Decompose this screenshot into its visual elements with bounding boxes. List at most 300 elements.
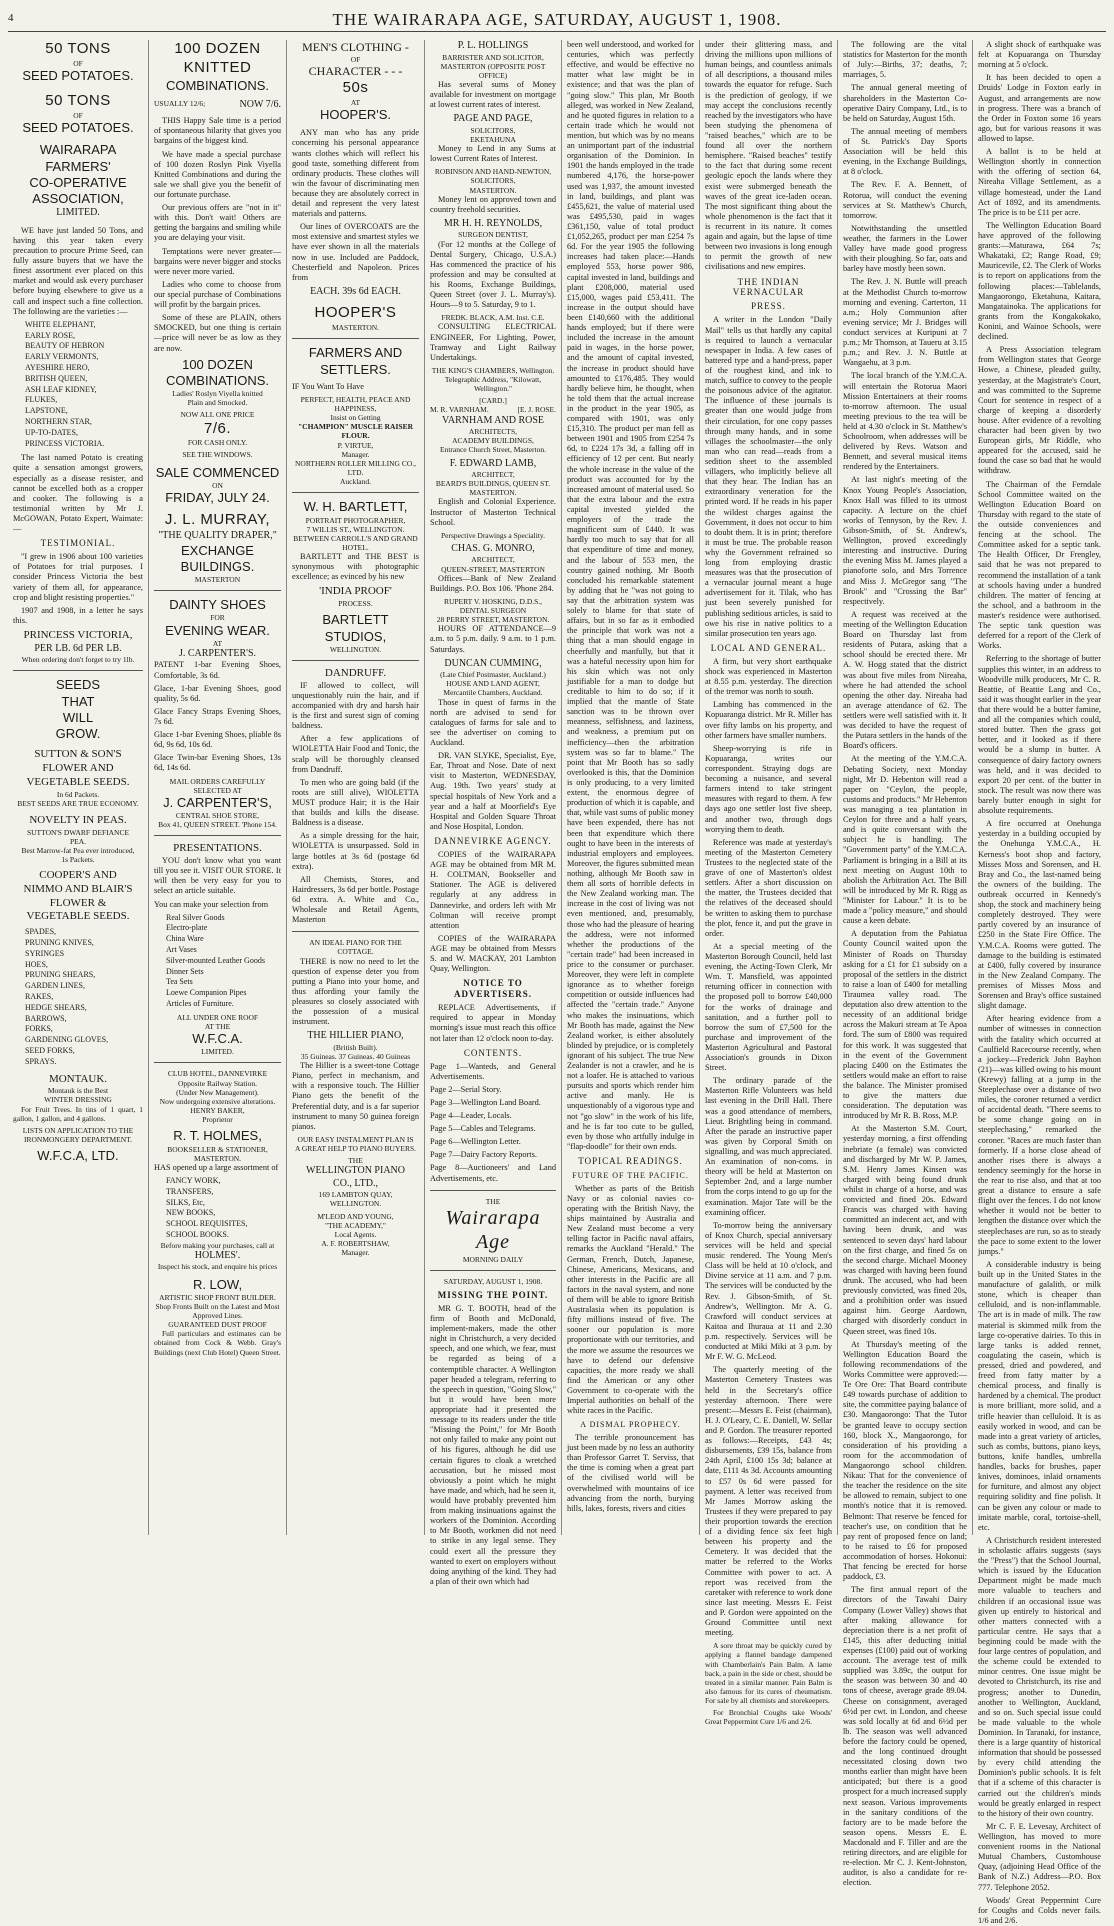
ad-heading: SEED POTATOES.: [22, 67, 134, 83]
column-5: [561, 40, 699, 1535]
ad-body: All Chemists, Stores, and Hairdressers, 3s 6d per bottle. Postage 6d extra. A. White and Co., Wholesale and Retail Agents, Masterton: [292, 874, 419, 925]
ad-text: BETWEEN CARROLL'S AND GRAND HOTEL.: [293, 533, 418, 552]
ad-body: For Fruit Trees. In tins of 1 quart, 1 gallon, 1 gallon, and 4 gallons.: [13, 1104, 143, 1123]
ad-body: HOURS OF ATTENDANCE—9 a.m. to 5 p.m. daily. 9 a.m. to 1 p.m. Saturdays.: [430, 624, 556, 654]
ad-heading: LIMITED.: [56, 207, 100, 219]
ad-text: Perspective Drawings a Speciality.: [440, 530, 546, 540]
ad-text: Inspect his stock, and enquire his prices: [157, 1262, 278, 1272]
ad-heading: J. CARPENTER'S.: [178, 647, 257, 659]
list-item: Real Silver Goods: [166, 912, 225, 922]
ad-heading: COOPER'S AND: [39, 869, 117, 882]
ad-text: Before making your purchases, call at: [160, 1240, 275, 1250]
article-body: The Wellington Education Board have approved of the following grants:—Maturawa, £64 7s; Whakataki, £2; Range Road, £9; Mauricevile, £2. The Clerk of Works is to report on applications from the following places:—Tablelands, Mangaorongo, Eketahuna, Kaitara, Mangatainoka. The applications for grants from the Kongakokako, Konini, and Wainoe Schools, were declined.: [978, 220, 1101, 342]
ad-body: Those in quest of farms in the north are advised to send for catalogues of farms for sale and to see the advertiser on coming to Auckland.: [430, 697, 556, 747]
ad-body: IF You Want To Have: [292, 381, 364, 391]
ad-heading: J. CARPENTER'S,: [163, 794, 272, 810]
ad-heading: KNITTED: [183, 58, 252, 76]
article-body: To-morrow being the anniversary of Knox Church, special anniversary services will be held and special music rendered. The Young Men's Class will be held at 10 o'clock, and Divine service at 11 a.m. and 7 p.m. The services will be conducted by the Rev. J. Gibson-Smith, of St. Andrew's, Wellington. Mr A. G. Crawford will conduct services at Kaitoa and Ihuraua at 11 and 2.30 p.m. respectively. Services will be conducted at Miki Miki at 3 p.m. by Mr F. W. G. McLeod.: [705, 1220, 832, 1362]
ad-heading: AN IDEAL PIANO FOR THE COTTAGE.: [309, 938, 402, 957]
ad-price: PER LB. 6d PER LB.: [34, 642, 122, 654]
ad-heading: RUPERT V. HOSKING, D.D.S.,: [443, 596, 543, 606]
ad-text: (British Built).: [333, 1042, 378, 1052]
ad-price: 50s: [342, 79, 369, 97]
ad-heading: WILL: [62, 709, 94, 725]
ad-text: SELECTED AT: [193, 785, 242, 795]
ad-heading: HOLMES'.: [194, 1249, 241, 1261]
section-heading: TOPICAL READINGS.: [578, 1156, 683, 1167]
ad-heading: WELLINGTON PIANO: [306, 1165, 405, 1177]
ad-body: English and Colonial Experience. Instructor of Masterton Technical School.: [430, 497, 556, 527]
ad-heading: FRIDAY, JULY 24.: [165, 490, 270, 505]
ad-body: You can make your selection from: [154, 899, 269, 909]
ad-body: For Bronchial Coughs take Woods' Great Peppermint Cure 1/6 and 2/6.: [705, 1708, 832, 1727]
ad-body: A sore throat may be quickly cured by applying a flannel bandage dampened with Chamberlain's Pain Balm. A lame back, a pain in the side or chest, should be treated in a similar manner. Pain Balm is also famous for its cures of rheumatism. For sale by all chemists and storekeepers.: [705, 1641, 832, 1706]
ad-text: Manager.: [341, 1248, 370, 1258]
column-3: [286, 40, 424, 1535]
ad-heading: PRINCESS VICTORIA,: [23, 628, 133, 641]
ad-text: DENTAL SURGEON: [459, 606, 527, 616]
list-item: SPADES,: [25, 927, 57, 937]
list-item: Page 5—Cables and Telegrams.: [430, 1124, 536, 1134]
ad-heading: FARMERS': [45, 158, 111, 174]
ad-text: AT THE: [204, 1021, 231, 1031]
ad-heading: MEN'S CLOTHING -: [302, 40, 409, 54]
article-body: The first annual report of the directors of the Tawahi Dairy Company (Lower Valley) shows that after making allowance for depreciation there is a net profit of £145, this after deducting initial expenses (£100) paid out of working account. The average test of milk supplied was 3.89c, the output for the season was between 30 and 40 tons of cheese, average grade 89.04. Cheese on consignment, averaged 6½d per cwt. in London, and cheese was sold locally at 6d and 6½d per lb. The season was well advanced before the factory could be opened, and the long continued drought necessitated closing down two months earlier than might have been anticipated; but there is a good prospect for a much increased supply next season. Various improvements in the sanitary conditions of the factory are to be made before the season opens. Messrs E. E. Macdonald and F. Tiller and are the retiring directors, and are eligible for re-election. Mr C. J. Kent-Johnston, auditor, is also a candidate for re-election.: [843, 1585, 967, 1888]
ad-text: SEE THE WINDOWS.: [182, 450, 253, 460]
ad-text: 1s Packets.: [61, 855, 95, 865]
list-item: NORTHERN STAR,: [25, 416, 92, 426]
list-item: BRITISH QUEEN,: [25, 373, 88, 383]
ad-text: MASTERTON.: [469, 488, 517, 498]
column-8: [972, 40, 1106, 1925]
list-item: GARDENING GLOVES,: [25, 1035, 109, 1045]
ad-heading: DANDRUFF.: [324, 667, 387, 679]
article-body: A writer in the London "Daily Mail" tells us that hardly any capital is required to launch a vernacular newspaper in India. A few cases of battered type and a hand-press, paper of the roughest kind, and ink to match, suffice to convey to the people the poisonous advice of the agitator. The influence of these journals is greater than one would judge from their circulation, for one copy passes through many hands, and in some villages the schoolmaster—the only man who can read—reads from a sedition sheet to the assembled villagers, who implicitly believe all that they hear. The Indian has an extraordinary veneration for the printed word. If he reads in his paper the wildest charges against the Government, it does not occur to him to doubt them. It is in print; therefore it must be true. The probable reason why the Government refrained so long from employing drastic measures was that the prosecution of a vernacular journal meant a huge advertisement for it. Tilak, who has just been severely punished for publishing seditious articles, is said to owe his rise in native politics to a similar prosecution ten years ago.: [705, 315, 832, 638]
list-item: SYRINGES: [25, 948, 65, 958]
ad-text: Auckland.: [339, 477, 372, 487]
ad-body: After a few applications of WIOLETTA Hair Food and Tonic, the scalp will be thoroughly cleansed from Dandruff.: [292, 734, 419, 774]
ad-text: LISTS ON APPLICATION TO THE: [22, 1125, 134, 1135]
ad-heading: VEGETABLE SEEDS.: [26, 775, 130, 788]
list-item: HEDGE SHEARS,: [25, 1002, 87, 1012]
presentations-list: [154, 913, 281, 1010]
article-title: THE INDIAN VERNACULAR: [732, 276, 805, 298]
ad-text: 169 LAMBTON QUAY,: [318, 1190, 393, 1200]
article-body: At a special meeting of the Masterton Borough Council, held last evening, the Acting-Town Clerk, Mr Wm. T. Mansfield, was appointed returning officer in connection with the proposed poll to borrow £40,000 for the works of drainage and sanitation, and a further poll to borrow the sum of £7,500 for the purchase and improvement of the Masterton Agricultural and Pastoral Association's grounds in Dixon Street.: [705, 941, 832, 1073]
article-body: Whether as parts of the British Navy or as colonial navies co-operating with the British Navy, the ships maintained by Australia and New Zealand must become a very telling factor in Pacific naval affairs, remarks the Auckland "Herald." The German, French, Dutch, Japanese, Chinese, Americans, Mexicans, and other interests in the Pacific are all factors in the naval system, and none of them will be able to ignore British Australasia when its population is fifty millions instead of five. The sooner our population is more proportionate with our territories, and the more we assume the resources we have to defend our defensive capacities, the more ready we shall find the American or any other Government to co-operate with the Imperial authorities on behalf of the white races in the Pacific.: [567, 1183, 694, 1416]
ad-text: When ordering don't forget to try 1lb.: [21, 655, 135, 665]
ad-text: ALL UNDER ONE ROOF: [176, 1012, 259, 1022]
ad-body: "I grew in 1906 about 100 varieties of Potatoes for trial purposes. I consider Princess Victoria the best variety of them all, for appearance, crop and blight resisting properties.": [13, 552, 143, 602]
ad-body: HAS opened up a large assortment of: [154, 1162, 279, 1172]
list-item: Page 4—Leader, Locals.: [430, 1111, 512, 1121]
ad-text: [E. J. ROSE.: [517, 405, 556, 415]
ad-heading: SETTLERS.: [320, 361, 391, 377]
list-item: EARLY VERMONTS,: [25, 352, 99, 362]
ad-heading: CO-OPERATIVE: [29, 174, 127, 190]
ad-text: MASTERTON.: [193, 1153, 242, 1163]
list-item: Art Vases: [166, 945, 197, 955]
ad-body: WE have just landed 50 Tons, and having this year taken every precaution to procure Prime Seed, can fully assure buyers that we have the finest assortment ever placed on this market and would ask every purchaser before buying elsewhere to give us a call and inspect such a fine collection. The following are the varieties :—: [13, 225, 143, 316]
ad-body: Offices—Bank of New Zealand Buildings. P.O. Box 106. 'Phone 284.: [430, 573, 556, 593]
page-number: 4: [8, 12, 14, 24]
section-heading: NOTICE TO ADVERTISERS.: [454, 978, 532, 1000]
list-item: FANCY WORK,: [166, 1175, 221, 1185]
article-body: A Christchurch resident interested in scholastic affairs suggests (says the "Press") that the School Journal, which is issued by the Education Department might be made much more valuable to teachers and children if an occasional issue was given up entirely to historical and other matters connected with a particular centre. He says that a beginning could be made with the four large centres of population, and the scheme could be extended to minor centres. One issue might be devoted to Christchurch, its rise and progress; another to Dunedin, another to Wellington, Auckland, and so on. Such special issue could be made valuable to the whole Dominion. In Taranaki, for instance, there is a large quantity of historical information that should be possessed by every child attending the Dominion's public schools. It is felt that if a scheme of this character is carried out the children's minds would be greatly enlarged in respect to the history of their own country.: [978, 1535, 1101, 1818]
ad-text: EKETAHUNA: [470, 134, 516, 144]
ad-body: Our lines of OVERCOATS are the most extensive and smartest styles we have ever shown in all the materials now in use. Included are Paddock, Chesterfield and Napoleon. Prices from: [292, 222, 419, 282]
ad-text: WINTER DRESSING: [44, 1095, 112, 1105]
article-body: The local branch of the Y.M.C.A. will entertain the Rotorua Maori Mission Entertainers at their rooms to-morrow afternoon. The usual meeting previous to the tea will be held at 4.30 o'clock in St. Matthew's Schoolroom, when addresses will be delivered by Revs. Watson and Bennett, and several musical items rendered by the Entertainers.: [843, 371, 967, 472]
list-item: BARROWS,: [25, 1013, 67, 1023]
list-item: Glace Fancy Straps Evening Shoes, 7s 6d.: [154, 706, 281, 726]
ad-heading: THE HILLIER PIANO,: [307, 1030, 404, 1042]
ad-text: FOR CASH ONLY.: [187, 438, 248, 448]
ad-heading: SEEDS: [55, 677, 101, 693]
ad-heading: BUILDINGS.: [180, 558, 255, 574]
ad-text: USUALLY 12/6;: [154, 98, 206, 108]
ad-heading: ROBINSON AND HAND-NEWTON,: [434, 167, 552, 177]
article-body: The Rev. J. N. Buttle will preach at the Methodist Church to-morrow morning and evening. Carterton, 11 a.m.; Holy Communion after evening service; Mr J. Bridges will conduct services at Kuripuni at 7 p.m.; Mr Thomson, at Taueru at 3.15 p.m.; and Rev. J. N. Buttle at Wangaehu, at 3 p.m.: [843, 277, 967, 368]
ad-text: LIMITED.: [201, 1047, 234, 1057]
ad-heading: COMBINATIONS.: [165, 77, 270, 93]
list-item: PRUNING KNIVES,: [25, 937, 94, 947]
ad-body: Our previous offers are "not in it" with this. Don't wait! Others are getting the bargains and smiling while you are delaying your visit.: [154, 203, 281, 243]
list-item: FLUKES,: [25, 395, 58, 405]
ad-text: BEARD'S BUILDINGS, QUEEN ST.: [435, 479, 551, 489]
article-body: The quarterly meeting of the Masterton Cemetery Trustees was held in the Secretary's office yesterday afternoon. There were present:—Messrs E. Feist (chairman), H. J. O'Leary, C. E. Daniell, W. Sellar and P. Gordon. The treasurer reported as follows:—Receipts, £43 4s; disbursements, £39 15s, balance from 24th April, £100 15s 3d; balance at date, £111 4s 3d. Accounts amounting to £57 0s 6d were passed for payment. A letter was received from Mr James Morrow asking the Trustees if they were prepared to pay their proportion towards the erection of a dividing fence six feet high between his property and the Cemetery. It was decided that the matter be referred to the Works Committee with power to act. A report was received from the caretaker with reference to work done since last meeting. Messrs E. Feist and P. Gordon were appointed on the Ground Committee until next meeting.: [705, 1365, 832, 1638]
ad-text: OUR EASY INSTALMENT PLAN IS: [297, 1134, 414, 1144]
ad-text: THE KING'S CHAMBERS, Wellington.: [431, 365, 555, 375]
list-item: NEW BOOKS,: [166, 1208, 216, 1218]
ad-text: THE: [348, 1156, 363, 1166]
article-body: Mr C. F. E. Levesay, Architect of Wellington, has moved to more convenient rooms in the National Mutual Chambers, Customhouse Quay, (adjoining Head Office of the Bank of N.Z.) Address—P.O. Box 777. Telephone 2052.: [978, 1821, 1101, 1892]
ad-text: SURGEON DENTIST,: [458, 230, 528, 240]
article-body: The terrible pronouncement has just been made by no less an authority than Professor Garret T. Serviss, that the time is coming when a great part of the civilised world will be overwhelmed with mountains of ice advancing from the north, burying hills, lakes, forests, rivers and cities: [567, 1433, 694, 1513]
page-columns: [8, 40, 1106, 1925]
section-heading: CONTENTS.: [463, 1047, 523, 1058]
list-item: TRANSFERS,: [166, 1186, 214, 1196]
ad-heading: FREDK. BLACK, A.M. Inst. C.E.: [441, 313, 545, 323]
ad-text: CENTRAL SHOE STORE,: [175, 811, 260, 821]
ad-text: ARCHITECT,: [471, 470, 515, 479]
ad-heading: COMBINATIONS.: [165, 372, 270, 388]
ad-heading: DAINTY SHOES: [169, 597, 266, 613]
ad-body: Temptations were never greater—bargains were never bigger and stocks were never more varied.: [154, 246, 281, 276]
ad-text: Now undergoing extensive alterations.: [159, 1096, 276, 1106]
ad-heading: WAIRARAPA: [39, 142, 117, 158]
ad-text: NOW ALL ONE PRICE: [180, 410, 255, 420]
ad-text: ARCHITECT,: [471, 555, 515, 565]
list-item: LAPSTONE,: [25, 406, 68, 416]
list-item: Tea Sets: [166, 977, 193, 987]
ad-body: ANY man who has any pride concerning his personal appearance wants clothes which will reflect his good taste, something different from ordinary products. These clothes will win the favour of discriminating men because they are absolutely correct in detail and represent the very latest materials and patterns.: [292, 128, 419, 219]
article-body: The annual meeting of members of St. Patrick's Day Sports Association will be held this evening, in the Exchange Buildings, at 8 o'clock.: [843, 126, 967, 177]
ad-heading: 100 DOZEN: [182, 356, 253, 372]
ad-text: OF: [350, 55, 361, 64]
article-title: PRESS.: [751, 301, 786, 312]
article-body: At the Masterton S.M. Court, yesterday morning, a first offending inebriate (a female) was convicted and discharged by Mr W. P. James, S.M. Henry James Kinsen was charged with being found drunk whilst in charge of a horse, and was convicted and fined 20s. Edward Francis was charged with having committed an indecent act, and with having been drunk, and was sentenced to seven days' hard labour on the first charge, and fined 5s on the second charge. Michael Mooney was charged with having been found drunk. The accused, who had been previously convicted, was fined 20s, and a prohibition order was issued against him. George Aardown, charged with disorderly conduct in Queen street, was fined 10s.: [843, 1124, 967, 1336]
ad-text: IRONMONGERY DEPARTMENT.: [23, 1134, 133, 1144]
ad-text: Montauk is the Best: [47, 1086, 109, 1096]
list-item: HOES,: [25, 959, 48, 969]
masthead-text: THE: [485, 1196, 501, 1206]
column-2: [148, 40, 286, 1535]
list-item: SCHOOL REQUISITES,: [166, 1219, 248, 1229]
ad-body: The Hillier is a sweet-tone Cottage Piano, perfect in mechanism, and with a responsive touch. The Hillier Piano gets the benefit of the Preferential duty, and is a far superior instrument to many 50 guinea foreign pianos.: [292, 1061, 419, 1131]
ad-body: BARTLETT and THE BEST is synonymous with photographic excellence; as evinced by his new: [292, 552, 419, 582]
ad-text: Entrance Church Street, Masterton.: [439, 445, 546, 455]
list-item: Silver-mounted Leather Goods: [166, 955, 265, 965]
ad-heading: 50 TONS: [45, 92, 111, 110]
ad-heading: SALE COMMENCED: [155, 464, 280, 480]
ad-body: Ladies who come to choose from our special purchase of Combinations will profit by the bargain prices.: [154, 279, 281, 310]
column-4: [424, 40, 561, 1586]
ad-heading: R. T. HOLMES,: [173, 1128, 262, 1144]
article-body: A deputation from the Pahiatua County Council waited upon the Minister of Roads on Thursday asking for a £1 for £1 subsidy on a proposal of the settlers in the district to raise a loan of £400 for metalling Tiraumea valley road. The deputation also drew attention to the necessity of an additional bridge across the Makuri stream at Te Apoa ford. The sum of £800 was required for this work. It was suggested that in the event of the Government placing £400 on the Estimates the settlers would make an effort to raise the balance. The Minister promised to give the matters due consideration. The deputation was introduced by Mr R. B. Ross, M.P.: [843, 929, 967, 1121]
article-body: A request was received at the meeting of the Wellington Education Board on Thursday last from residents of Putara, asking that a school should be erected there. Mr A. W. Hogg stated that the district was about five miles from Nireaha, where he had attended the school opening the other day. Nireaha had an average attendance of 62. The settlers were well satisfied with it. It was decided to have the request of the Putara settlers in the hands of the Board's officers.: [843, 609, 967, 751]
article-title: A DISMAL PROPHECY.: [580, 1420, 681, 1430]
ad-heading: W.F.C.A.: [192, 1031, 243, 1047]
article-body: A considerable industry is being built up in the United States in the manufacture of galalith, or milk stone, which is cheaper than celluloid, and is non-inflammable. The art is in made of milk. The raw material is skimmed milk from the large co-operative dairies. To this in large tanks is added rennet, coagulating the casein, which is pressed, dried and powdered, and freed from fatty matter by a chemical process, and finally is hardened by a chemical. The product is more brilliant, more solid, and a trifle heavier than celluloid. It is as easily worked in wood, and can be made into a great variety of articles, such as combs, buttons, piano keys, buttons, knife handles, umbrella handles, backs for brushes, paper knives, dominoes, inlaid ornaments for furniture, and almost any object requiring solidity and fine polish. It can be given any colour or made to imitate marble, coral, tortoise-shell, etc.: [978, 1259, 1101, 1532]
ad-text: In 6d Packets.: [56, 789, 100, 799]
ad-text: M. R. VARNHAM.: [430, 405, 489, 415]
ad-text: M'LEOD AND YOUNG,: [317, 1211, 394, 1221]
ad-body: Some of these are PLAIN, others SMOCKED, but one thing is certain—price will never be as low as they are now.: [154, 313, 281, 353]
masthead-text: MORNING DAILY: [462, 1254, 524, 1264]
article-body: Referring to the shortage of butter supplies this winter, in an address to Woodville milk producers, Mr C. R. Beattie, of Beattie Lang and Co., said it was thought earlier in the year that there would be a butter famine, and all the companies which could, stored butter. Then the grass got better, and it looked as if there would be a slump in butter. A consequence of dairy factory owners was held, and it was decided to export 20 per cent. of the butter in stock. The result was now there was barely butter enough in sight for absolute requirements.: [978, 654, 1101, 816]
ad-body: The last named Potato is creating quite a sensation amongst growers, especially as a disease resister, and cannot be excelled both as a cropper and cooker. The following is a testimonial written by Mr J. McGOWAN, Potato Expert, Waimate:—: [13, 453, 143, 534]
article-body: Notwithstanding the unsettled weather, the farmers in the Lower Valley have made good progress with their ploughing. So far, oats and barley have mostly been sown.: [843, 223, 967, 274]
list-item: AYESHIRE HERO,: [25, 362, 90, 372]
column-7: [837, 40, 972, 1888]
list-item: Page 2—Serial Story.: [430, 1084, 502, 1094]
list-item: Page 1—Wanteds, and General Advertisements.: [430, 1061, 556, 1081]
ad-heading: "CHAMPION" MUSCLE RAISER FLOUR.: [297, 422, 413, 441]
list-item: SILKS, Etc,: [166, 1197, 205, 1207]
ad-heading: DUNCAN CUMMING,: [444, 657, 542, 669]
ad-heading: W. H. BARTLETT,: [303, 499, 408, 515]
list-item: Electro-plate: [166, 923, 208, 933]
ad-text: Proprietor: [202, 1115, 233, 1125]
ad-text: OF: [73, 110, 83, 120]
list-item: Glace Twin-bar Evening Shoes, 13s 6d, 14s 6d.: [154, 753, 281, 773]
article-body: A firm, but very short earthquake shock was experienced in Masterton at 8.55 p.m. yesterday. The direction of the tremor was north to south.: [705, 656, 832, 697]
ad-price: EACH. 39s 6d EACH.: [310, 285, 401, 297]
ad-text: HENRY BAKER,: [190, 1106, 245, 1116]
list-item: FORKS,: [25, 1024, 53, 1034]
ad-body: COPIES of the WAIRARAPA AGE may be obtained from MR M. H. COLTMAN, Bookseller and Stationer. The AGE is delivered regularly at any address in Dannevirke, and orders left with Mr Coltman will receive prompt attention: [430, 849, 556, 930]
article-body: A slight shock of earthquake was felt at Kopuaranga on Thursday morning at 5 o'clock.: [978, 40, 1101, 70]
ad-text: Local Agents.: [334, 1229, 377, 1239]
ad-text: ARTISTIC SHOP FRONT BUILDER.: [159, 1292, 276, 1302]
ad-text: MASTERTON (OPPOSITE POST OFFICE): [440, 61, 546, 80]
ad-text: PEA.: [69, 836, 87, 846]
ad-text: AT: [212, 638, 223, 648]
article-body: A fire occurred at Onehunga yesterday in a building occupied by the Onehunga Y.M.C.A., H. Kerness's boot shop and factory, Misses Moss and Sorensen, and H. Bray and Co., the last-named being the owners of the building. The outbreak occurred in Kennedy's shop, the stock and machinery being completely destroyed. They were partly covered by an insurance of £250 in the State Fire Office. The Y.M.C.A. Rooms were gutted. The damage to the building is estimated at £400, fully covered by insurance in the New Zealand Company. The premises of Misses Moss and Sorensen and Bray's office sustained slight damage.: [978, 819, 1101, 1011]
ad-heading: 'INDIA PROOF': [319, 585, 392, 598]
ad-text: FOR: [210, 613, 225, 623]
list-item: RAKES,: [25, 991, 54, 1001]
ad-subheading: TESTIMONIAL.: [40, 538, 116, 549]
ad-body: Full particulars and estimates can be obtained from Cock & Webb. Gray's Buildings (next Club Hotel) Queen Street.: [154, 1329, 281, 1357]
list-item: SCHOOL BOOKS.: [166, 1229, 229, 1239]
ad-heading: BARTLETT: [322, 612, 389, 628]
ad-body: As a simple dressing for the hair, WIOLETTA is unsurpassed. Sold in large bottles at 3s 6d (postage 6d extra).: [292, 831, 419, 871]
article-body: Reference was made at yesterday's meeting of the Masterton Cemetery Trustees to the neglected state of the grave of one of Masterton's oldest settlers. After a short discussion on the matter, the Trustees decided that the relatives of the deceased should be written to asking them to purchase the plot, fence it, and put the grave in order.: [705, 837, 832, 938]
ad-heading: PAGE AND PAGE,: [453, 113, 533, 125]
ad-heading: HOOPER'S: [314, 304, 397, 322]
ad-heading: F. EDWARD LAMB,: [449, 457, 537, 469]
ad-text: (Late Chief Postmaster, Auckland.): [440, 670, 546, 680]
ad-text: P. VIRTUE,: [337, 440, 374, 450]
ad-text: AT: [350, 97, 361, 107]
list-item: PRINCESS VICTORIA.: [25, 438, 105, 448]
ad-text: ARCHITECTS,: [468, 427, 518, 437]
article-title: MISSING THE POINT.: [437, 1289, 549, 1300]
ad-text: SOLICITORS,: [470, 125, 516, 135]
article-body: The Rev. F. A. Bennett, of Rotorua, will conduct the evening services at St. Matthew's Church, tomorrow.: [843, 180, 967, 220]
ad-heading: MR H. H. REYNOLDS,: [443, 217, 543, 229]
ad-text: QUEEN-STREET, MASTERTON: [441, 564, 545, 574]
section-heading: DANNEVIRKE AGENCY.: [434, 835, 552, 846]
ad-text: MASTERTON: [194, 575, 241, 584]
ad-text: Insist on Getting: [330, 413, 381, 423]
ad-text: SOLICITORS,: [470, 176, 516, 186]
stationery-list: [154, 1176, 281, 1241]
ad-text: "THE QUALITY DRAPER,": [158, 530, 277, 541]
list-item: PRUNING SHEARS,: [25, 970, 96, 980]
ad-body: Money to Lend in any Sums at lowest Current Rates of Interest.: [430, 144, 556, 164]
ad-text: OF: [73, 58, 83, 68]
newspaper-title: THE WAIRARAPA AGE, SATURDAY, AUGUST 1, 1908.: [332, 10, 782, 29]
ad-heading: FARMERS AND: [308, 345, 403, 361]
article-body: It has been decided to open a Druids' Lodge in Foxton early in August, and arrangements are now in progress. There was a branch of the Order in Foxton some 16 years ago, but for various reasons it was allowed to lapse.: [978, 73, 1101, 143]
article-body: The following are the vital statistics for Masterton for the month of July:—Births, 37; deaths, 7; marriages, 5.: [843, 40, 967, 80]
ad-text: Box 41, QUEEN STREET. 'Phone 154.: [158, 820, 277, 830]
article-body: At Thursday's meeting of the Wellington Education Board the following recommendations of the Works Committee were approved:—Te Ore Ore: That Board contribute £49 towards purchase of addition to site, the committee paying balance of £30. Mangaorongo: That the Tutor be granted leave to occupy section 160, block X., Mangaorongo, for consideration of his providing a room for the accommodation of Mangaorongo school children. Nikau: That for the convenience of the teacher the residence on the site be allowed to remain, subject to one month's notice that it is removed. Belmont: That reserve be fenced for teacher's use, on condition that he pay rent of proposed fence on land; to be raised to £6 for proposed accommodation of horses. Hokonui: That fencing be erected for horse paddock, £3.: [843, 1339, 967, 1582]
ad-heading: CO., LTD.,: [333, 1177, 378, 1189]
ad-heading: CLUB HOTEL, DANNEVIRKE: [167, 1069, 268, 1079]
ad-heading: THAT: [61, 693, 95, 709]
ad-body: REPLACE Advertisements, if required to appear in Monday morning's issue must reach this office not later than 12 o'clock noon to-day.: [430, 1003, 556, 1043]
ad-heading: MONTAUK.: [48, 1072, 108, 1085]
ad-text: "THE ACADEMY,": [325, 1220, 386, 1230]
list-item: Loewe Companion Pipes: [166, 988, 247, 998]
ad-text: Opposite Railway Station.: [178, 1078, 257, 1088]
ad-heading: GROW.: [55, 726, 101, 742]
ad-text: 7 WILLIS ST., WELLINGTON.: [306, 524, 405, 534]
ad-body: YOU don't know what you want till you see it. VISIT OUR STORE. It will then be very easy for you to select an article suitable.: [154, 856, 281, 896]
ad-heading: CHARACTER - - -: [308, 64, 403, 79]
ad-text: 28 PERRY STREET, MASTERTON.: [436, 615, 550, 625]
ad-body: THERE is now no need to let the question of expense deter you from putting a Piano into your home, and thus affording your family the pleasures so closely associated with the possession of a musical instrument.: [292, 956, 419, 1027]
article-body: Sheep-worrying is rife in Kopuaranga, writes our correspondent. Straying dogs are becoming a nuisance, and several farmers intend to take stringent measures with regard to them. A few days ago one settler lost five sheep, and another two, through dogs worrying them to death.: [705, 743, 832, 834]
article-body: The ordinary parade of the Masterton Rifle Volunteers was held last evening in the Drill Hall. There was a good attendance of members, Lieut. Brightling being in command. After the parade an instructive paper was given by Corporal Smith on signalling, and was much appreciated. An examination of non-coms. in theory will be held at Masterton on September 2nd, and a large number from the corps intend to go up for the examination. Major Tate will be the examining officer.: [705, 1076, 832, 1217]
list-item: PATENT 1-bar Evening Shoes, Comfortable, 3s 6d.: [154, 660, 281, 680]
ad-body: DR. VAN SLYKE, Specialist, Eye, Ear, Throat and Nose. Date of next visit to Masterton, WEDNESDAY, Aug. 19th. Two years' study at special hospitals of New York and a year and a half at Moorfield's Eye Hospital and Golden Square Throat and Nose Hospital, London.: [430, 751, 556, 831]
article-body: Woods' Great Peppermint Cure for Coughs and Colds never fails. 1/6 and 2/6.: [978, 1895, 1101, 1925]
ad-heading: VARNHAM AND ROSE: [441, 414, 545, 426]
list-item: Page 8—Auctioneers' and Land Advertisements, etc.: [430, 1163, 556, 1183]
newspaper-logo: Wairarapa Age: [445, 1206, 541, 1254]
ad-heading: ASSOCIATION,: [32, 191, 124, 207]
ad-text: PORTRAIT PHOTOGRAPHER,: [305, 515, 406, 525]
ad-body: We have made a special purchase of 100 dozen Roslyn Pink Viyella Knitted Combinations and during the sale we shall give you the benefit of our fortunate purchase.: [154, 149, 281, 200]
ad-heading: 50 TONS: [45, 40, 111, 57]
article-body: At the meeting of the Y.M.C.A. Debating Society, next Monday night, Mr D. Hebenton will read a paper on "Ceylon, the people, customs and products." Mr Hebenton was managing a tea plantation in Ceylon for three and a half years, and is quite conversant with the subject he is handling. The "Government party" of the Y.M.C.A. Parliament is bringing in a Bill at its next meeting on August 10th to abolish the Arbitration Act. The Bill will be introduced by Mr R. Rigg as "Minister for Labour." It is to be made a "policy measure," and should cause a keen debate.: [843, 754, 967, 926]
ad-heading: J. L. MURRAY,: [164, 511, 271, 529]
issue-date: SATURDAY, AUGUST 1, 1908.: [443, 1276, 543, 1286]
ad-heading: SUTTON & SON'S: [34, 748, 122, 761]
ad-heading: FLOWER AND: [42, 762, 114, 775]
ad-heading: PRESENTATIONS.: [173, 842, 262, 855]
list-item: EARLY ROSE,: [25, 330, 76, 340]
article-body: MR G. T. BOOTH, head of the firm of Booth and McDonald, implement-makers, made the other night in Christchurch, a very decided speech, and one which, we fear, must be regarded as being of a contemptible character. A Wellington paper headed a telegram, referring to the speech in question, "Going Slow," but it would have been more appropriate had it presented the message to its readers under the title "Missing the Point," for Mr Booth not only failed to make any point out of his figures, although he did use certain figures to cloak a wretched accusation, but he missed most obviously a point which he might have made, and which, had he seen it, would have probably prevented him from making insinuations against the workers of the Dominion. According to Mr Booth, workmen did not need to strike in any legal sense. They could exert all the pressure they wanted to exert on employers without doing anything of the kind. They had a plan of their own which had: [430, 1303, 556, 1586]
ad-body: Money lent on approved town and country freehold securities.: [430, 194, 556, 214]
ad-heading: W.F.C.A, LTD.: [37, 1148, 119, 1164]
ad-text: GUARANTEED DUST PROOF: [168, 1320, 267, 1330]
article-body: Lambing has commenced in the Kopuaranga district. Mr R. Miller has over fifty lambs on his property, and other farmers have smaller numbers.: [705, 700, 832, 740]
list-item: Page 6—Wellington Letter.: [430, 1137, 521, 1147]
ad-text: SUTTON'S DWARF DEFIANCE: [26, 827, 130, 837]
ad-heading: VEGETABLE SEEDS.: [26, 910, 130, 923]
ad-text: Shop Fronts Built on the Latest and Most Approved Lines.: [155, 1301, 280, 1321]
list-item: SEED FORKS,: [25, 1045, 75, 1055]
article-title: FUTURE OF THE PACIFIC.: [572, 1171, 689, 1180]
ad-body: IF allowed to collect, will unquestionably ruin the hair, and if accompanied with dry and harsh hair is the first and surest sign of coming baldness.: [292, 680, 419, 731]
ad-text: ACADEMY BUILDINGS,: [452, 436, 534, 446]
ad-text: WELLINGTON.: [329, 644, 382, 654]
ad-text: Best Marrow-fat Pea ever introduced,: [21, 845, 135, 855]
ad-text: 35 Guineas. 37 Guineas. 40 Guineas: [300, 1051, 411, 1061]
ad-text: MASTERTON.: [469, 185, 517, 195]
list-item: ASH LEAF KIDNEY,: [25, 384, 97, 394]
ad-text: ON: [212, 480, 223, 490]
article-body: A Press Association telegram from Wellington states that George Howe, a Chinese, pleaded guilty, yesterday, at the Magistrate's Court, and was committed to the Supreme Court for sentence in respect of a charge of keeping a disorderly house. After evidence of a revolting character had been given by two European girls, Mr Riddle, who appeared for the accused, said he found the case so bad that he would withdraw.: [978, 345, 1101, 476]
ad-text: Ladies' Roslyn Viyella knitted: [172, 389, 263, 399]
ad-price: NOW 7/6.: [239, 98, 281, 110]
ad-text: A. F. ROBERTSHAW,: [321, 1238, 390, 1248]
ad-text: NORTHERN ROLLER MILLING CO., LTD.: [295, 458, 416, 478]
list-item: GARDEN LINES,: [25, 981, 85, 991]
article-body: under their glittering mass, and driving the millions upon millions of human beings, and countless animals of all descriptions, a thousand miles towards the equator for refuge. Such is the prediction of geology, if we may accept the conclusions recently reached by the investigators who have been studying the phenomena of "raised beaches," which are to be found all over the northern hemisphere. "Raised beaches" testify to the fact that during some recent geologic epoch the lands where they exist were submerged beneath the waves of the great ice-laden ocean. The most significant thing about the whole phenomenon is the fact that it is recurrent in its nature. It comes again and again, but the lapse of time between two invasions is long enough to permit the growth of new civilisations and new empires.: [705, 40, 832, 272]
section-heading: LOCAL AND GENERAL.: [710, 642, 827, 653]
ad-text: (Under New Management).: [176, 1087, 259, 1097]
ad-heading: HOOPER'S.: [319, 107, 392, 123]
list-item: UP-TO-DATES,: [25, 427, 78, 437]
article-body: been well understood, and worked for centuries, which was perfectly effective, and would be effective no matter what law might be in existence; and that was the plan of "going slow." This plan, Mr Booth alleged, was worked in New Zealand, and he quoted figures in relation to a certain trade which he would not mention, but which was by no means an unimportant part of the industrial organisation of the Dominion. In 1901 the hands employed in the trade numbered 4,176, the horse-power used was 1,937, the amount invested in land, buildings, and plant was £455,621, the value of material used was £495,530, paid in wages £361,150, value of total product £1,052,265, product per man £254 7s 6d. For the year 1905 the following increases had taken place:—Hands employed 553, horse power 986, capital invested in land, buildings and plant £208,000, material used £15,000, wages paid £53,411. The increase in the output should have been £140,660 with the additional hands employed; but if there were included the increase in the amount paid in wages, in the horse power, and the amount of capital invested, the increase in product should have amounted to £176,485. They would hardly believe him, he thought, when he told them that the actual increase in the product in the year 1905, as compared with 1901, was only £15,310. The product per man fell as between 1901 and 1905 from £254 7s 6d, to £224 17s 3d, a falling off in efficiency of 12 per cent. But nearly the whole increase in the value of the product was accounted for by the increased amount of material used. So that the extra labour and the extra capital invested yielded the employers of the trade the magnificent sum of £440. It was hardly too much to say that for all that expenditure of time and money, and the labour of 553 men, the country gained nothing. Mr Booth concluded his remarkable statement by adding that he "was not going to say that the arbitration system was solely to blame for that state of affairs, but in so far as it embodied the principle that work was not a thing that a man should engage in cheerfully and manfully, but that it was a hateful necessity upon him for his skin which was not only justifiable for a man to dodge but creditable to him to do so; if it implied that the mantle of State sanction was to be thrown over meanness, selfishness, and laziness, and weakness, a premium put on inefficiency—then the arbitration system was so far to blame." The point that Mr Booth has so sadly overlooked is this, that the Dominion is only producing, to a very limited extent, the enormous degree of production of which it is capable, and that, while vast sums of public money have been expended, there has not been that expenditure which there ought to have been in the interests of industrial employers and employees. Moreover, the figures submitted mean nothing, although Mr Booth saw in them all sorts of horrible defects in the New Zealand working man. The increase in the cost of living was not even mentioned, and, presumably, those who had the pleasure of hearing the address, were not informed whether the productions of the "certain trade" had been increased in price to the consumer or purchaser. Moreover, they were left in complete ignorance as to whether foreign competition or outside influences had affected the "certain trade." Anyone who makes the insinuations, which Mr Booth has made, against the New Zealand worker, is either absolutely blinded by prejudice, or is completely ignorant of his subject. The true New Zealander is not a crawler, and he is not a loafer. He is attached to various pursuits and sports which render him active and manly. He is unquestionably of a vigorous type and not "go slow" in the work of his life, and he is far too cute to be gulled, even by those who artfully indulge in "flap-doodle" for their own ends.: [567, 40, 694, 1151]
ad-text: WELLINGTON.: [329, 1199, 382, 1209]
list-item: Page 7—Dairy Factory Reports.: [430, 1150, 537, 1160]
list-item: SPRAYS.: [25, 1056, 57, 1066]
ad-heading: SEED POTATOES.: [22, 120, 134, 136]
ad-text: [CARD.]: [479, 396, 507, 406]
ad-heading: EVENING WEAR.: [165, 622, 270, 638]
ad-text: MASTERTON.: [331, 323, 380, 333]
column-6: [699, 40, 837, 1727]
column-1: [8, 40, 148, 1535]
list-item: Glace 1-bar Evening Shoes, pliable 8s 6d, 9s 6d, 10s 6d.: [154, 730, 281, 750]
ad-text: Telegraphic Address, "Kilowatt, Wellington.": [444, 375, 542, 394]
ad-body: COPIES of the WAIRARAPA AGE may be obtained from Messrs S. and W. MACKAY, 201 Lambton Quay, Wellington.: [430, 933, 556, 974]
ad-heading: 100 DOZEN: [174, 40, 261, 57]
ad-heading: P. L. HOLLINGS: [457, 40, 529, 51]
ad-heading: CHAS. G. MONRO,: [451, 542, 535, 554]
article-body: The annual general meeting of shareholders in the Masterton Co-operative Dairy Company, Ltd., is to be held on Saturday, August 15th.: [843, 83, 967, 123]
ad-text: A GREAT HELP TO PIANO BUYERS.: [295, 1144, 416, 1153]
potato-varieties-list: [13, 320, 143, 450]
